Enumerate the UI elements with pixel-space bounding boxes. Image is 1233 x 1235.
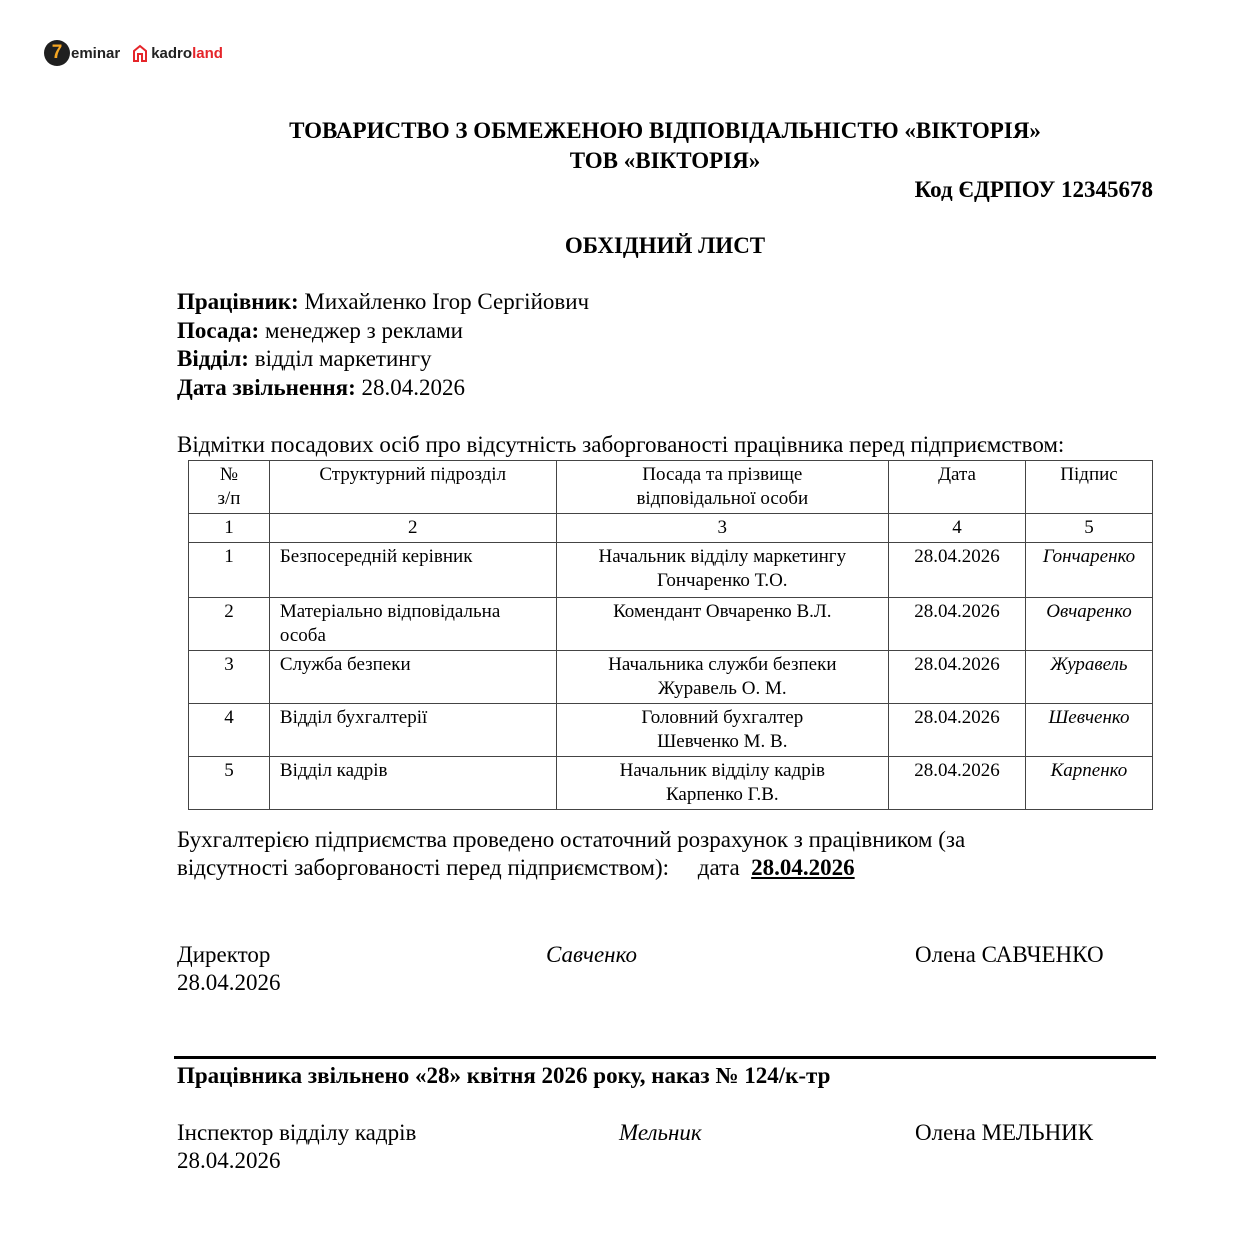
kadroland-logo (132, 44, 223, 62)
employee-dismissal-value: 28.04.2026 (361, 375, 465, 400)
row-date: 28.04.2026 (889, 704, 1026, 757)
calculation-line-1: Бухгалтерією підприємства проведено остаточний розрахунок з працівником (за (177, 827, 966, 852)
seminar-logo-text: eminar (71, 44, 121, 62)
kadroland-logo-part2: land (192, 44, 223, 62)
company-full-name: ТОВАРИСТВО З ОБМЕЖЕНОЮ ВІДПОВІДАЛЬНІСТЮ «ВІКТОРІЯ» (289, 118, 1041, 143)
header-num: № з/п (189, 461, 270, 514)
clearance-table (188, 460, 1153, 810)
director-date: 28.04.2026 (177, 970, 281, 995)
row-position: Начальника служби безпеки Журавель О. М. (556, 651, 889, 704)
table-row (189, 598, 1153, 651)
seminar-logo (44, 40, 120, 66)
row-num: 1 (189, 543, 270, 598)
column-number-row (189, 514, 1153, 543)
row-position: Начальник відділу маркетингу Гончаренко Т.О. (556, 543, 889, 598)
company-short-name: ТОВ «ВІКТОРІЯ» (569, 148, 761, 173)
employee-name-field (177, 289, 589, 315)
row-unit: Матеріально відповідальна особа (269, 598, 556, 651)
row-signature: Журавель (1026, 651, 1153, 704)
seminar-badge-icon: 7 (44, 40, 70, 66)
calculation-date-label: дата (697, 855, 740, 880)
employee-department-label: Відділ: (177, 346, 249, 371)
inspector-name: Олена МЕЛЬНИК (915, 1120, 1094, 1145)
row-position: Комендант Овчаренко В.Л. (556, 598, 889, 651)
kadroland-logo-part1: kadro (151, 44, 193, 62)
kadroland-house-icon (132, 44, 148, 62)
employee-name-value: Михайленко Ігор Сергійович (304, 289, 590, 314)
table-row (189, 651, 1153, 704)
employee-department-value: відділ маркетингу (254, 346, 432, 371)
row-unit: Відділ бухгалтерії (269, 704, 556, 757)
row-date: 28.04.2026 (889, 651, 1026, 704)
director-title: Директор (177, 942, 271, 967)
row-signature: Гончаренко (1026, 543, 1153, 598)
row-position: Начальник відділу кадрів Карпенко Г.В. (556, 757, 889, 810)
column-number: 2 (269, 514, 556, 543)
inspector-date: 28.04.2026 (177, 1148, 281, 1173)
row-signature: Шевченко (1026, 704, 1153, 757)
row-unit: Служба безпеки (269, 651, 556, 704)
calculation-line-2: відсутності заборгованості перед підприємством): (177, 855, 670, 880)
header-logos (44, 38, 223, 68)
table-row (189, 704, 1153, 757)
header-position: Посада та прізвище відповідальної особи (556, 461, 889, 514)
employee-position-field (177, 318, 463, 344)
employee-position-value: менеджер з реклами (264, 318, 463, 343)
director-name: Олена САВЧЕНКО (915, 942, 1104, 967)
calculation-date-value: 28.04.2026 (751, 855, 855, 880)
table-row (189, 757, 1153, 810)
inspector-title: Інспектор відділу кадрів (177, 1120, 417, 1145)
row-date: 28.04.2026 (889, 543, 1026, 598)
director-signature: Савченко (546, 942, 637, 967)
row-num: 2 (189, 598, 270, 651)
header-unit: Структурний підрозділ (269, 461, 556, 514)
employee-position-label: Посада: (177, 318, 260, 343)
employee-name-label: Працівник: (177, 289, 299, 314)
row-unit: Відділ кадрів (269, 757, 556, 810)
row-unit: Безпосередній керівник (269, 543, 556, 598)
employee-dismissal-label: Дата звільнення: (177, 375, 356, 400)
employee-dismissal-field (177, 375, 465, 401)
row-signature: Карпенко (1026, 757, 1153, 810)
row-num: 5 (189, 757, 270, 810)
table-row (189, 543, 1153, 598)
company-code: Код ЄДРПОУ 12345678 (914, 177, 1153, 202)
row-num: 3 (189, 651, 270, 704)
separator-line (174, 1056, 1156, 1059)
column-number: 1 (189, 514, 270, 543)
row-date: 28.04.2026 (889, 757, 1026, 810)
table-header-row (189, 461, 1153, 514)
header-date: Дата (889, 461, 1026, 514)
employee-department-field (177, 346, 432, 372)
column-number: 3 (556, 514, 889, 543)
table-caption: Відмітки посадових осіб про відсутність заборгованості працівника перед підприємством: (177, 432, 1065, 457)
header-signature: Підпис (1026, 461, 1153, 514)
row-signature: Овчаренко (1026, 598, 1153, 651)
row-num: 4 (189, 704, 270, 757)
final-calculation-statement (177, 826, 1077, 882)
dismissal-order-text: Працівника звільнено «28» квітня 2026 року, наказ № 124/к-тр (177, 1063, 831, 1088)
column-number: 4 (889, 514, 1026, 543)
inspector-signature: Мельник (619, 1120, 702, 1145)
column-number: 5 (1026, 514, 1153, 543)
document-title: ОБХІДНИЙ ЛИСТ (564, 233, 766, 258)
row-date: 28.04.2026 (889, 598, 1026, 651)
row-position: Головний бухгалтер Шевченко М. В. (556, 704, 889, 757)
